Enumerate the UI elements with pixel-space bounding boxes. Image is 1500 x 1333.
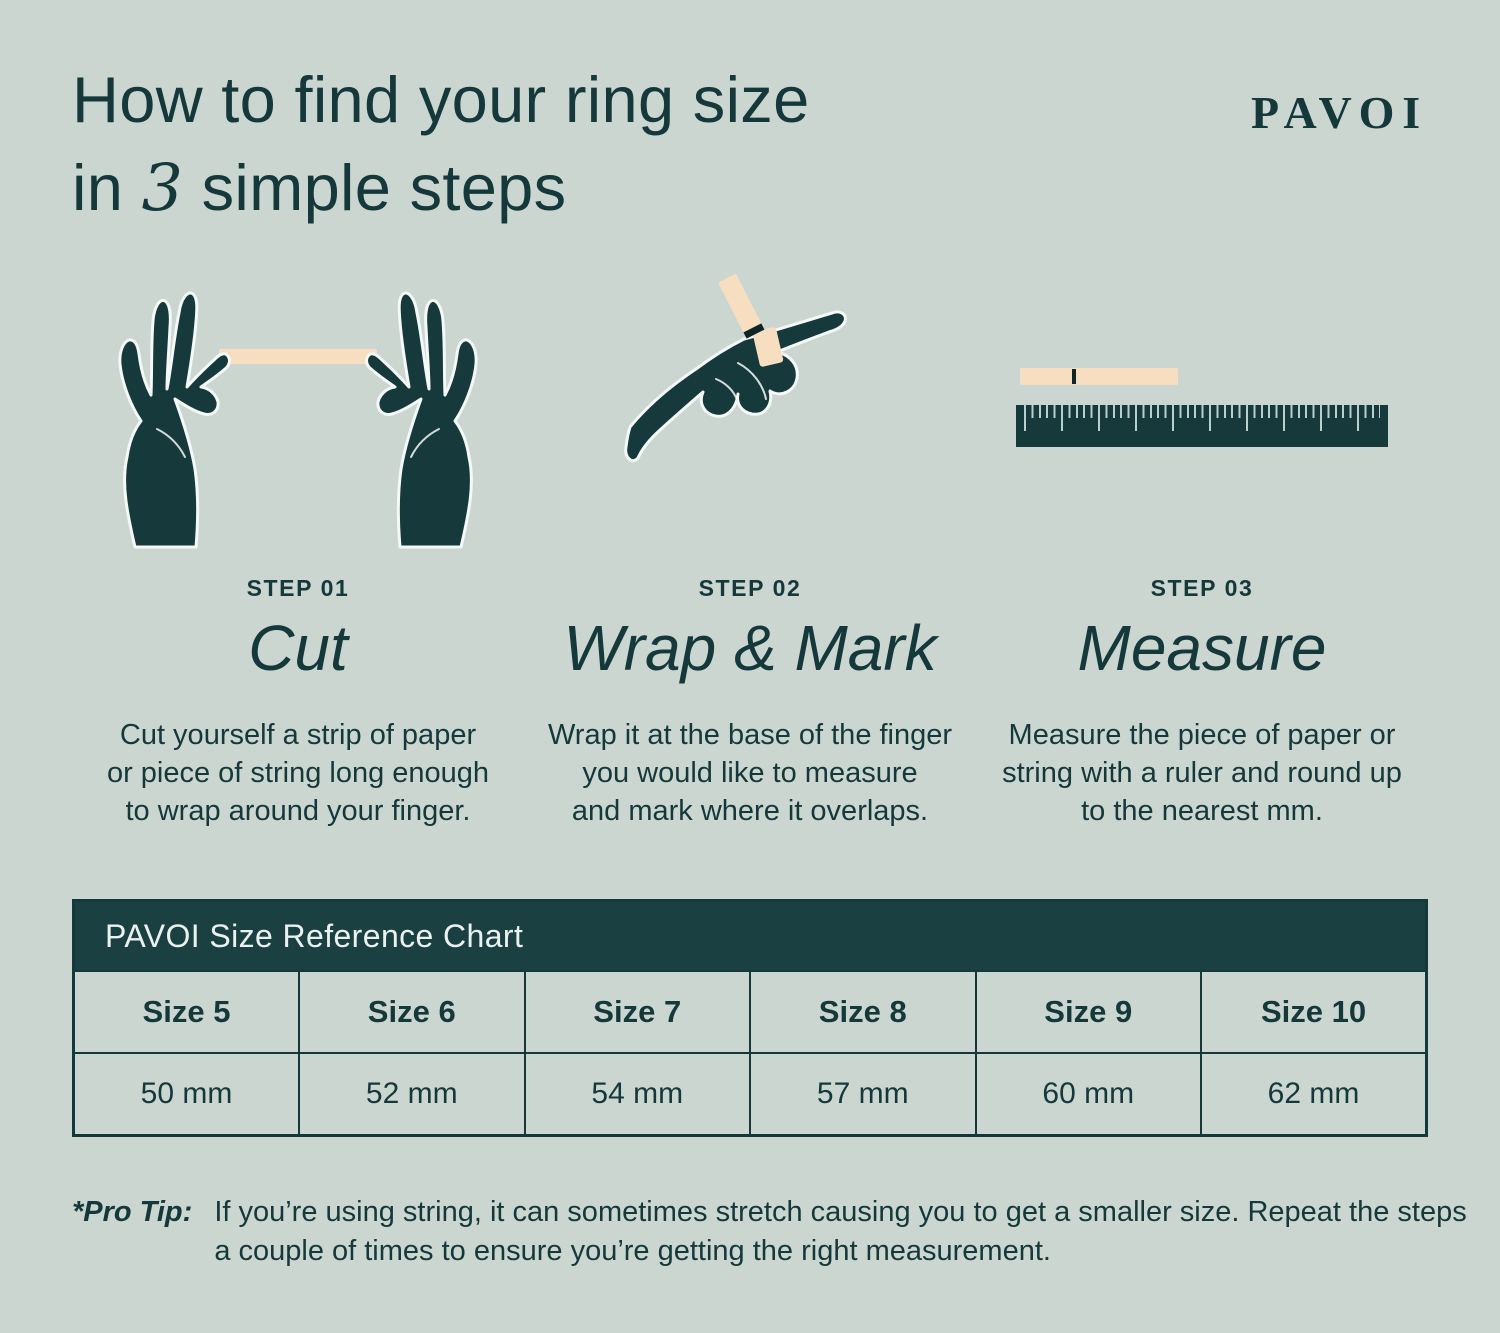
- title-emphasis-3: 3: [141, 151, 184, 227]
- size-mm-cell: 57 mm: [750, 1053, 976, 1136]
- pointing-hand-wrapped-strip-icon: [620, 267, 880, 487]
- right-hand-silhouette: [367, 293, 477, 547]
- ruler-major-ticks: [1024, 405, 1380, 431]
- size-chart-header-row: [74, 901, 1427, 972]
- ruler-bar: [1016, 405, 1388, 447]
- size-col-header: Size 6: [299, 971, 525, 1053]
- size-mm-row: [74, 1053, 1427, 1136]
- pavoi-logo: PAVOI: [1250, 87, 1428, 138]
- pro-tip: [72, 1193, 1467, 1271]
- size-col-header: Size 5: [74, 971, 300, 1053]
- size-mm-cell: 52 mm: [299, 1053, 525, 1136]
- step-description: Measure the piece of paper or string with a ruler and round up to the nearest mm.: [1002, 719, 1402, 828]
- step-column-cut: [72, 288, 524, 832]
- size-mm-cell: 54 mm: [525, 1053, 751, 1136]
- size-col-header: Size 10: [1201, 971, 1427, 1053]
- measure-illustration-box: [976, 288, 1428, 553]
- title-line-1: How to find your ring size: [72, 63, 810, 136]
- measured-paper-strip: [1020, 368, 1178, 385]
- paper-strip: [219, 349, 377, 364]
- size-reference-table: [72, 899, 1428, 1137]
- title-line-2: in 3 simple steps: [72, 151, 567, 227]
- size-mm-cell: 60 mm: [976, 1053, 1202, 1136]
- step-description: Wrap it at the base of the finger you would like to measure and mark where it overlaps.: [547, 719, 953, 828]
- page-title: [72, 56, 810, 234]
- pen-mark: [1072, 369, 1076, 384]
- step-label: STEP 02: [698, 574, 802, 601]
- size-col-header: Size 8: [750, 971, 976, 1053]
- size-col-header: Size 7: [525, 971, 751, 1053]
- size-chart-title: PAVOI Size Reference Chart: [74, 901, 1427, 972]
- step-column-measure: [976, 288, 1428, 832]
- step-description: Cut yourself a strip of paper or piece of string long enough to wrap around your finger.: [106, 719, 490, 828]
- wrap-illustration-box: [524, 288, 976, 553]
- pro-tip-text: If you’re using string, it can sometimes stretch causing you to get a smaller size. Repeat the steps a couple of times to ensure you’re getting the right measurement.: [214, 1196, 1467, 1268]
- step-title: Measure: [1077, 611, 1327, 684]
- step-title: Cut: [248, 611, 348, 684]
- size-mm-cell: 62 mm: [1201, 1053, 1427, 1136]
- step-column-wrap-mark: [524, 288, 976, 832]
- step-label: STEP 03: [1150, 574, 1254, 601]
- step-title: Wrap & Mark: [563, 611, 937, 684]
- pointing-hand-silhouette: [626, 312, 846, 461]
- ruler-icon: [1016, 368, 1388, 447]
- vertical-paper-strip: [718, 273, 764, 338]
- size-col-header: Size 9: [976, 971, 1202, 1053]
- size-mm-cell: 50 mm: [74, 1053, 300, 1136]
- steps-row: [72, 288, 1428, 832]
- size-labels-row: [74, 971, 1427, 1053]
- hands-holding-strip-icon: [113, 289, 483, 549]
- pro-tip-label: *Pro Tip:: [72, 1196, 193, 1229]
- left-hand-silhouette: [120, 293, 230, 547]
- masthead: [72, 56, 1428, 234]
- cut-illustration-box: [72, 288, 524, 553]
- step-label: STEP 01: [246, 574, 350, 601]
